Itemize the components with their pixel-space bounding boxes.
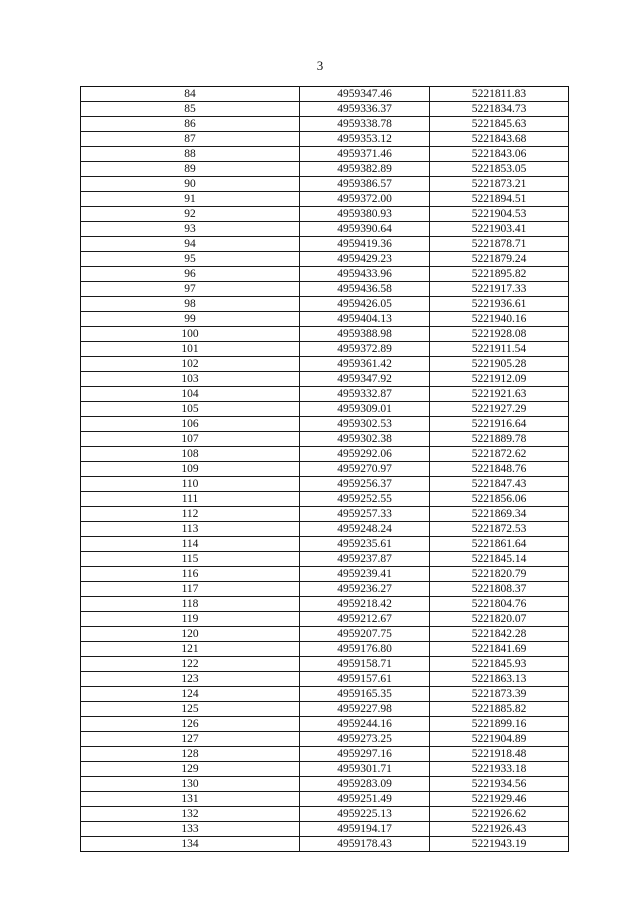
y-coordinate-cell: 5221843.68	[430, 132, 569, 147]
y-coordinate-cell: 5221912.09	[430, 372, 569, 387]
table-row	[81, 357, 569, 372]
x-coordinate-cell: 4959371.46	[300, 147, 430, 162]
x-coordinate-cell: 4959257.33	[300, 507, 430, 522]
x-coordinate-cell: 4959429.23	[300, 252, 430, 267]
x-coordinate-cell: 4959297.16	[300, 747, 430, 762]
point-number-cell: 115	[81, 552, 300, 567]
table-row	[81, 432, 569, 447]
y-coordinate-cell: 5221928.08	[430, 327, 569, 342]
x-coordinate-cell: 4959347.92	[300, 372, 430, 387]
x-coordinate-cell: 4959283.09	[300, 777, 430, 792]
table-row	[81, 402, 569, 417]
x-coordinate-cell: 4959235.61	[300, 537, 430, 552]
point-number-cell: 86	[81, 117, 300, 132]
y-coordinate-cell: 5221841.69	[430, 642, 569, 657]
y-coordinate-cell: 5221934.56	[430, 777, 569, 792]
y-coordinate-cell: 5221916.64	[430, 417, 569, 432]
y-coordinate-cell: 5221926.62	[430, 807, 569, 822]
x-coordinate-cell: 4959380.93	[300, 207, 430, 222]
y-coordinate-cell: 5221943.19	[430, 837, 569, 852]
table-row	[81, 147, 569, 162]
point-number-cell: 91	[81, 192, 300, 207]
y-coordinate-cell: 5221878.71	[430, 237, 569, 252]
point-number-cell: 95	[81, 252, 300, 267]
point-number-cell: 125	[81, 702, 300, 717]
table-row	[81, 777, 569, 792]
point-number-cell: 111	[81, 492, 300, 507]
x-coordinate-cell: 4959361.42	[300, 357, 430, 372]
table-row	[81, 642, 569, 657]
y-coordinate-cell: 5221863.13	[430, 672, 569, 687]
page-number: 3	[316, 58, 324, 73]
table-row	[81, 552, 569, 567]
x-coordinate-cell: 4959338.78	[300, 117, 430, 132]
y-coordinate-cell: 5221917.33	[430, 282, 569, 297]
y-coordinate-cell: 5221845.63	[430, 117, 569, 132]
table-row	[81, 747, 569, 762]
point-number-cell: 105	[81, 402, 300, 417]
point-number-cell: 110	[81, 477, 300, 492]
point-number-cell: 87	[81, 132, 300, 147]
point-number-cell: 92	[81, 207, 300, 222]
point-number-cell: 127	[81, 732, 300, 747]
y-coordinate-cell: 5221873.39	[430, 687, 569, 702]
y-coordinate-cell: 5221843.06	[430, 147, 569, 162]
y-coordinate-cell: 5221904.89	[430, 732, 569, 747]
point-number-cell: 93	[81, 222, 300, 237]
y-coordinate-cell: 5221940.16	[430, 312, 569, 327]
point-number-cell: 132	[81, 807, 300, 822]
point-number-cell: 94	[81, 237, 300, 252]
point-number-cell: 101	[81, 342, 300, 357]
y-coordinate-cell: 5221936.61	[430, 297, 569, 312]
table-row	[81, 507, 569, 522]
table-row	[81, 822, 569, 837]
table-row	[81, 657, 569, 672]
y-coordinate-cell: 5221933.18	[430, 762, 569, 777]
table-row	[81, 687, 569, 702]
point-number-cell: 133	[81, 822, 300, 837]
x-coordinate-cell: 4959157.61	[300, 672, 430, 687]
x-coordinate-cell: 4959302.38	[300, 432, 430, 447]
x-coordinate-cell: 4959332.87	[300, 387, 430, 402]
table-row	[81, 192, 569, 207]
y-coordinate-cell: 5221899.16	[430, 717, 569, 732]
table-row	[81, 117, 569, 132]
x-coordinate-cell: 4959270.97	[300, 462, 430, 477]
x-coordinate-cell: 4959244.16	[300, 717, 430, 732]
x-coordinate-cell: 4959194.17	[300, 822, 430, 837]
y-coordinate-cell: 5221895.82	[430, 267, 569, 282]
x-coordinate-cell: 4959178.43	[300, 837, 430, 852]
x-coordinate-cell: 4959390.64	[300, 222, 430, 237]
y-coordinate-cell: 5221889.78	[430, 432, 569, 447]
x-coordinate-cell: 4959382.89	[300, 162, 430, 177]
point-number-cell: 130	[81, 777, 300, 792]
table-row	[81, 312, 569, 327]
y-coordinate-cell: 5221842.28	[430, 627, 569, 642]
table-row	[81, 297, 569, 312]
point-number-cell: 122	[81, 657, 300, 672]
point-number-cell: 85	[81, 102, 300, 117]
x-coordinate-cell: 4959386.57	[300, 177, 430, 192]
x-coordinate-cell: 4959347.46	[300, 87, 430, 102]
point-number-cell: 109	[81, 462, 300, 477]
table-row	[81, 252, 569, 267]
table-row	[81, 732, 569, 747]
table-row	[81, 522, 569, 537]
x-coordinate-cell: 4959225.13	[300, 807, 430, 822]
table-row	[81, 162, 569, 177]
y-coordinate-cell: 5221848.76	[430, 462, 569, 477]
table-row	[81, 222, 569, 237]
point-number-cell: 131	[81, 792, 300, 807]
table-row	[81, 372, 569, 387]
point-number-cell: 99	[81, 312, 300, 327]
point-number-cell: 124	[81, 687, 300, 702]
point-number-cell: 123	[81, 672, 300, 687]
y-coordinate-cell: 5221861.64	[430, 537, 569, 552]
point-number-cell: 90	[81, 177, 300, 192]
table-row	[81, 447, 569, 462]
x-coordinate-cell: 4959436.58	[300, 282, 430, 297]
point-number-cell: 108	[81, 447, 300, 462]
y-coordinate-cell: 5221911.54	[430, 342, 569, 357]
y-coordinate-cell: 5221926.43	[430, 822, 569, 837]
y-coordinate-cell: 5221927.29	[430, 402, 569, 417]
point-number-cell: 116	[81, 567, 300, 582]
point-number-cell: 103	[81, 372, 300, 387]
table-row	[81, 282, 569, 297]
x-coordinate-cell: 4959176.80	[300, 642, 430, 657]
y-coordinate-cell: 5221921.63	[430, 387, 569, 402]
x-coordinate-cell: 4959419.36	[300, 237, 430, 252]
y-coordinate-cell: 5221845.14	[430, 552, 569, 567]
table-row	[81, 417, 569, 432]
x-coordinate-cell: 4959353.12	[300, 132, 430, 147]
x-coordinate-cell: 4959404.13	[300, 312, 430, 327]
x-coordinate-cell: 4959165.35	[300, 687, 430, 702]
table-row	[81, 462, 569, 477]
table-row	[81, 837, 569, 852]
point-number-cell: 121	[81, 642, 300, 657]
y-coordinate-cell: 5221904.53	[430, 207, 569, 222]
table-row	[81, 207, 569, 222]
x-coordinate-cell: 4959239.41	[300, 567, 430, 582]
y-coordinate-cell: 5221879.24	[430, 252, 569, 267]
y-coordinate-cell: 5221845.93	[430, 657, 569, 672]
point-number-cell: 84	[81, 87, 300, 102]
y-coordinate-cell: 5221872.53	[430, 522, 569, 537]
point-number-cell: 128	[81, 747, 300, 762]
point-number-cell: 96	[81, 267, 300, 282]
point-number-cell: 134	[181, 838, 199, 850]
table-row	[81, 627, 569, 642]
x-coordinate-cell: 4959227.98	[300, 702, 430, 717]
table-row	[81, 792, 569, 807]
point-number-cell: 129	[81, 762, 300, 777]
table-row	[81, 597, 569, 612]
x-coordinate-cell: 4959273.25	[300, 732, 430, 747]
x-coordinate-cell: 4959252.55	[300, 492, 430, 507]
point-number-cell: 119	[81, 612, 300, 627]
table-row	[81, 387, 569, 402]
table-row	[81, 492, 569, 507]
table-row	[81, 87, 569, 102]
y-coordinate-cell: 5221905.28	[430, 357, 569, 372]
table-row	[81, 477, 569, 492]
point-number-cell: 107	[81, 432, 300, 447]
point-number-cell: 88	[81, 147, 300, 162]
point-number-cell: 118	[81, 597, 300, 612]
x-coordinate-cell: 4959301.71	[300, 762, 430, 777]
table-row	[81, 132, 569, 147]
point-number-cell: 117	[81, 582, 300, 597]
y-coordinate-cell: 5221808.37	[430, 582, 569, 597]
x-coordinate-cell: 4959207.75	[300, 627, 430, 642]
y-coordinate-cell: 5221869.34	[430, 507, 569, 522]
table-row	[81, 537, 569, 552]
y-coordinate-cell: 5221820.79	[430, 567, 569, 582]
point-number-cell: 120	[81, 627, 300, 642]
x-coordinate-cell: 4959388.98	[300, 327, 430, 342]
table-row	[81, 342, 569, 357]
y-coordinate-cell: 5221885.82	[430, 702, 569, 717]
table-row	[81, 807, 569, 822]
x-coordinate-cell: 4959292.06	[300, 447, 430, 462]
point-number-cell: 98	[81, 297, 300, 312]
x-coordinate-cell: 4959372.00	[300, 192, 430, 207]
y-coordinate-cell: 5221903.41	[430, 222, 569, 237]
point-number-cell: 100	[81, 327, 300, 342]
coordinate-table-body	[81, 87, 569, 852]
x-coordinate-cell: 4959309.01	[300, 402, 430, 417]
table-row	[81, 177, 569, 192]
table-row	[81, 267, 569, 282]
coordinate-table	[80, 86, 569, 852]
table-row	[81, 702, 569, 717]
point-number-cell: 113	[81, 522, 300, 537]
y-coordinate-cell: 5221873.21	[430, 177, 569, 192]
table-row	[81, 327, 569, 342]
x-coordinate-cell: 4959426.05	[300, 297, 430, 312]
x-coordinate-cell: 4959218.42	[300, 597, 430, 612]
x-coordinate-cell: 4959336.37	[300, 102, 430, 117]
point-number-cell: 106	[81, 417, 300, 432]
x-coordinate-cell: 4959433.96	[300, 267, 430, 282]
point-number-cell: 104	[81, 387, 300, 402]
y-coordinate-cell: 5221853.05	[430, 162, 569, 177]
y-coordinate-cell: 5221856.06	[430, 492, 569, 507]
x-coordinate-cell: 4959248.24	[300, 522, 430, 537]
x-coordinate-cell: 4959237.87	[300, 552, 430, 567]
x-coordinate-cell: 4959302.53	[300, 417, 430, 432]
point-number-cell: 126	[81, 717, 300, 732]
point-number-cell: 89	[81, 162, 300, 177]
x-coordinate-cell: 4959212.67	[300, 612, 430, 627]
y-coordinate-cell: 5221918.48	[430, 747, 569, 762]
table-row	[81, 237, 569, 252]
y-coordinate-cell: 5221894.51	[430, 192, 569, 207]
y-coordinate-cell: 5221834.73	[430, 102, 569, 117]
y-coordinate-cell: 5221820.07	[430, 612, 569, 627]
point-number-cell: 97	[81, 282, 300, 297]
y-coordinate-cell: 5221929.46	[430, 792, 569, 807]
table-row	[81, 582, 569, 597]
table-row	[81, 567, 569, 582]
point-number-cell: 112	[81, 507, 300, 522]
x-coordinate-cell: 4959251.49	[300, 792, 430, 807]
point-number-cell: 102	[81, 357, 300, 372]
x-coordinate-cell: 4959372.89	[300, 342, 430, 357]
point-number-cell: 114	[81, 537, 300, 552]
x-coordinate-cell: 4959236.27	[300, 582, 430, 597]
x-coordinate-cell: 4959158.71	[300, 657, 430, 672]
table-row	[81, 717, 569, 732]
y-coordinate-cell: 5221804.76	[430, 597, 569, 612]
y-coordinate-cell: 5221847.43	[430, 477, 569, 492]
y-coordinate-cell: 5221811.83	[430, 87, 569, 102]
table-row	[81, 102, 569, 117]
table-row	[81, 612, 569, 627]
table-row	[81, 762, 569, 777]
x-coordinate-cell: 4959256.37	[300, 477, 430, 492]
y-coordinate-cell: 5221872.62	[430, 447, 569, 462]
table-row	[81, 672, 569, 687]
